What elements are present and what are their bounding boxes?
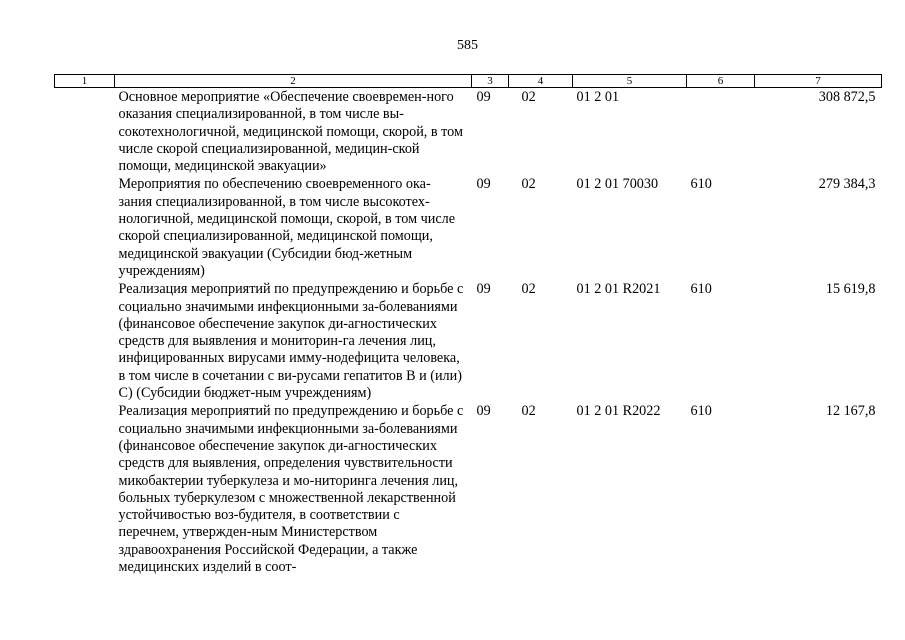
row-number-cell — [55, 402, 115, 576]
expense-type-cell: 610 — [690, 403, 712, 420]
column-number-header — [55, 75, 882, 88]
row-number-cell — [55, 88, 115, 176]
table-row — [55, 280, 882, 402]
classifier-cell: 01 2 01 R2022 — [576, 403, 661, 420]
amount-cell: 12 167,8 — [825, 403, 876, 420]
classifier-cell: 01 2 01 70030 — [576, 176, 659, 193]
expense-type-cell: 610 — [690, 176, 712, 193]
amount-cell: 308 872,5 — [818, 89, 876, 105]
column-number-6: 6 — [687, 75, 755, 88]
table-row — [55, 402, 882, 576]
subsection-cell: 02 — [521, 89, 536, 105]
classifier-cell: 01 2 01 R2021 — [576, 281, 661, 298]
classifier-cell: 01 2 01 — [576, 89, 620, 105]
table-row — [55, 175, 882, 280]
page-number: 585 — [457, 38, 478, 53]
subsection-cell: 02 — [521, 403, 536, 420]
column-number-1: 1 — [55, 75, 115, 88]
column-number-3: 3 — [472, 75, 509, 88]
description-cell: Реализация мероприятий по предупреждению и борьбе с социально значимыми инфекционными за-болеваниями (финансовое обеспечение закупок ди-агностических средств для выявления, определения чувствительности микобактерии туберкулеза и мо-ниторинга лечения лиц, больных туберкулезом с множественной лекарственной устойчивостью воз-будителя, в соответствии с перечнем, утвержден-ным Министерством здравоохранения Российской Федерации, а также медицинских изделий в соот- — [118, 403, 464, 576]
subsection-cell: 02 — [521, 176, 536, 193]
column-number-7: 7 — [755, 75, 882, 88]
column-number-5: 5 — [573, 75, 687, 88]
expense-type-cell: 610 — [690, 281, 712, 298]
description-cell: Реализация мероприятий по предупреждению и борьбе с социально значимыми инфекционными за-болеваниями (финансовое обеспечение закупок ди-агностических средств для выявления и мониторин-га лечения лиц, инфицированных вирусами имму-нодефицита человека, в том числе в сочетании с ви-русами гепатитов B и (или) C) (Субсидии бюджет-ным учреждениям) — [118, 281, 464, 402]
row-number-cell — [55, 280, 115, 402]
column-number-2: 2 — [115, 75, 472, 88]
column-number-4: 4 — [509, 75, 573, 88]
expense-type-cell — [687, 88, 755, 176]
section-cell: 09 — [476, 176, 491, 193]
amount-cell: 279 384,3 — [818, 176, 876, 193]
section-cell: 09 — [476, 89, 491, 105]
budget-table — [54, 74, 882, 576]
description-cell: Мероприятия по обеспечению своевременного ока-зания специализированной, в том числе высокотех-нологичной, медицинской помощи, скорой, в том числе скорой специализированной, медицинской помощи, медицинской эвакуации (Субсидии бюд-жетным учреждениям) — [118, 176, 456, 279]
row-number-cell — [55, 175, 115, 280]
description-cell: Основное мероприятие «Обеспечение своевремен-ного оказания специализированной, в том числе вы-сокотехнологичной, медицинской помощи, скорой, в том числе скорой специализированной, медицин-ской помощи, медицинской эвакуации» — [118, 89, 463, 175]
subsection-cell: 02 — [521, 281, 536, 298]
section-cell: 09 — [476, 403, 491, 420]
section-cell: 09 — [476, 281, 491, 298]
amount-cell: 15 619,8 — [825, 281, 876, 298]
table-row — [55, 88, 882, 176]
